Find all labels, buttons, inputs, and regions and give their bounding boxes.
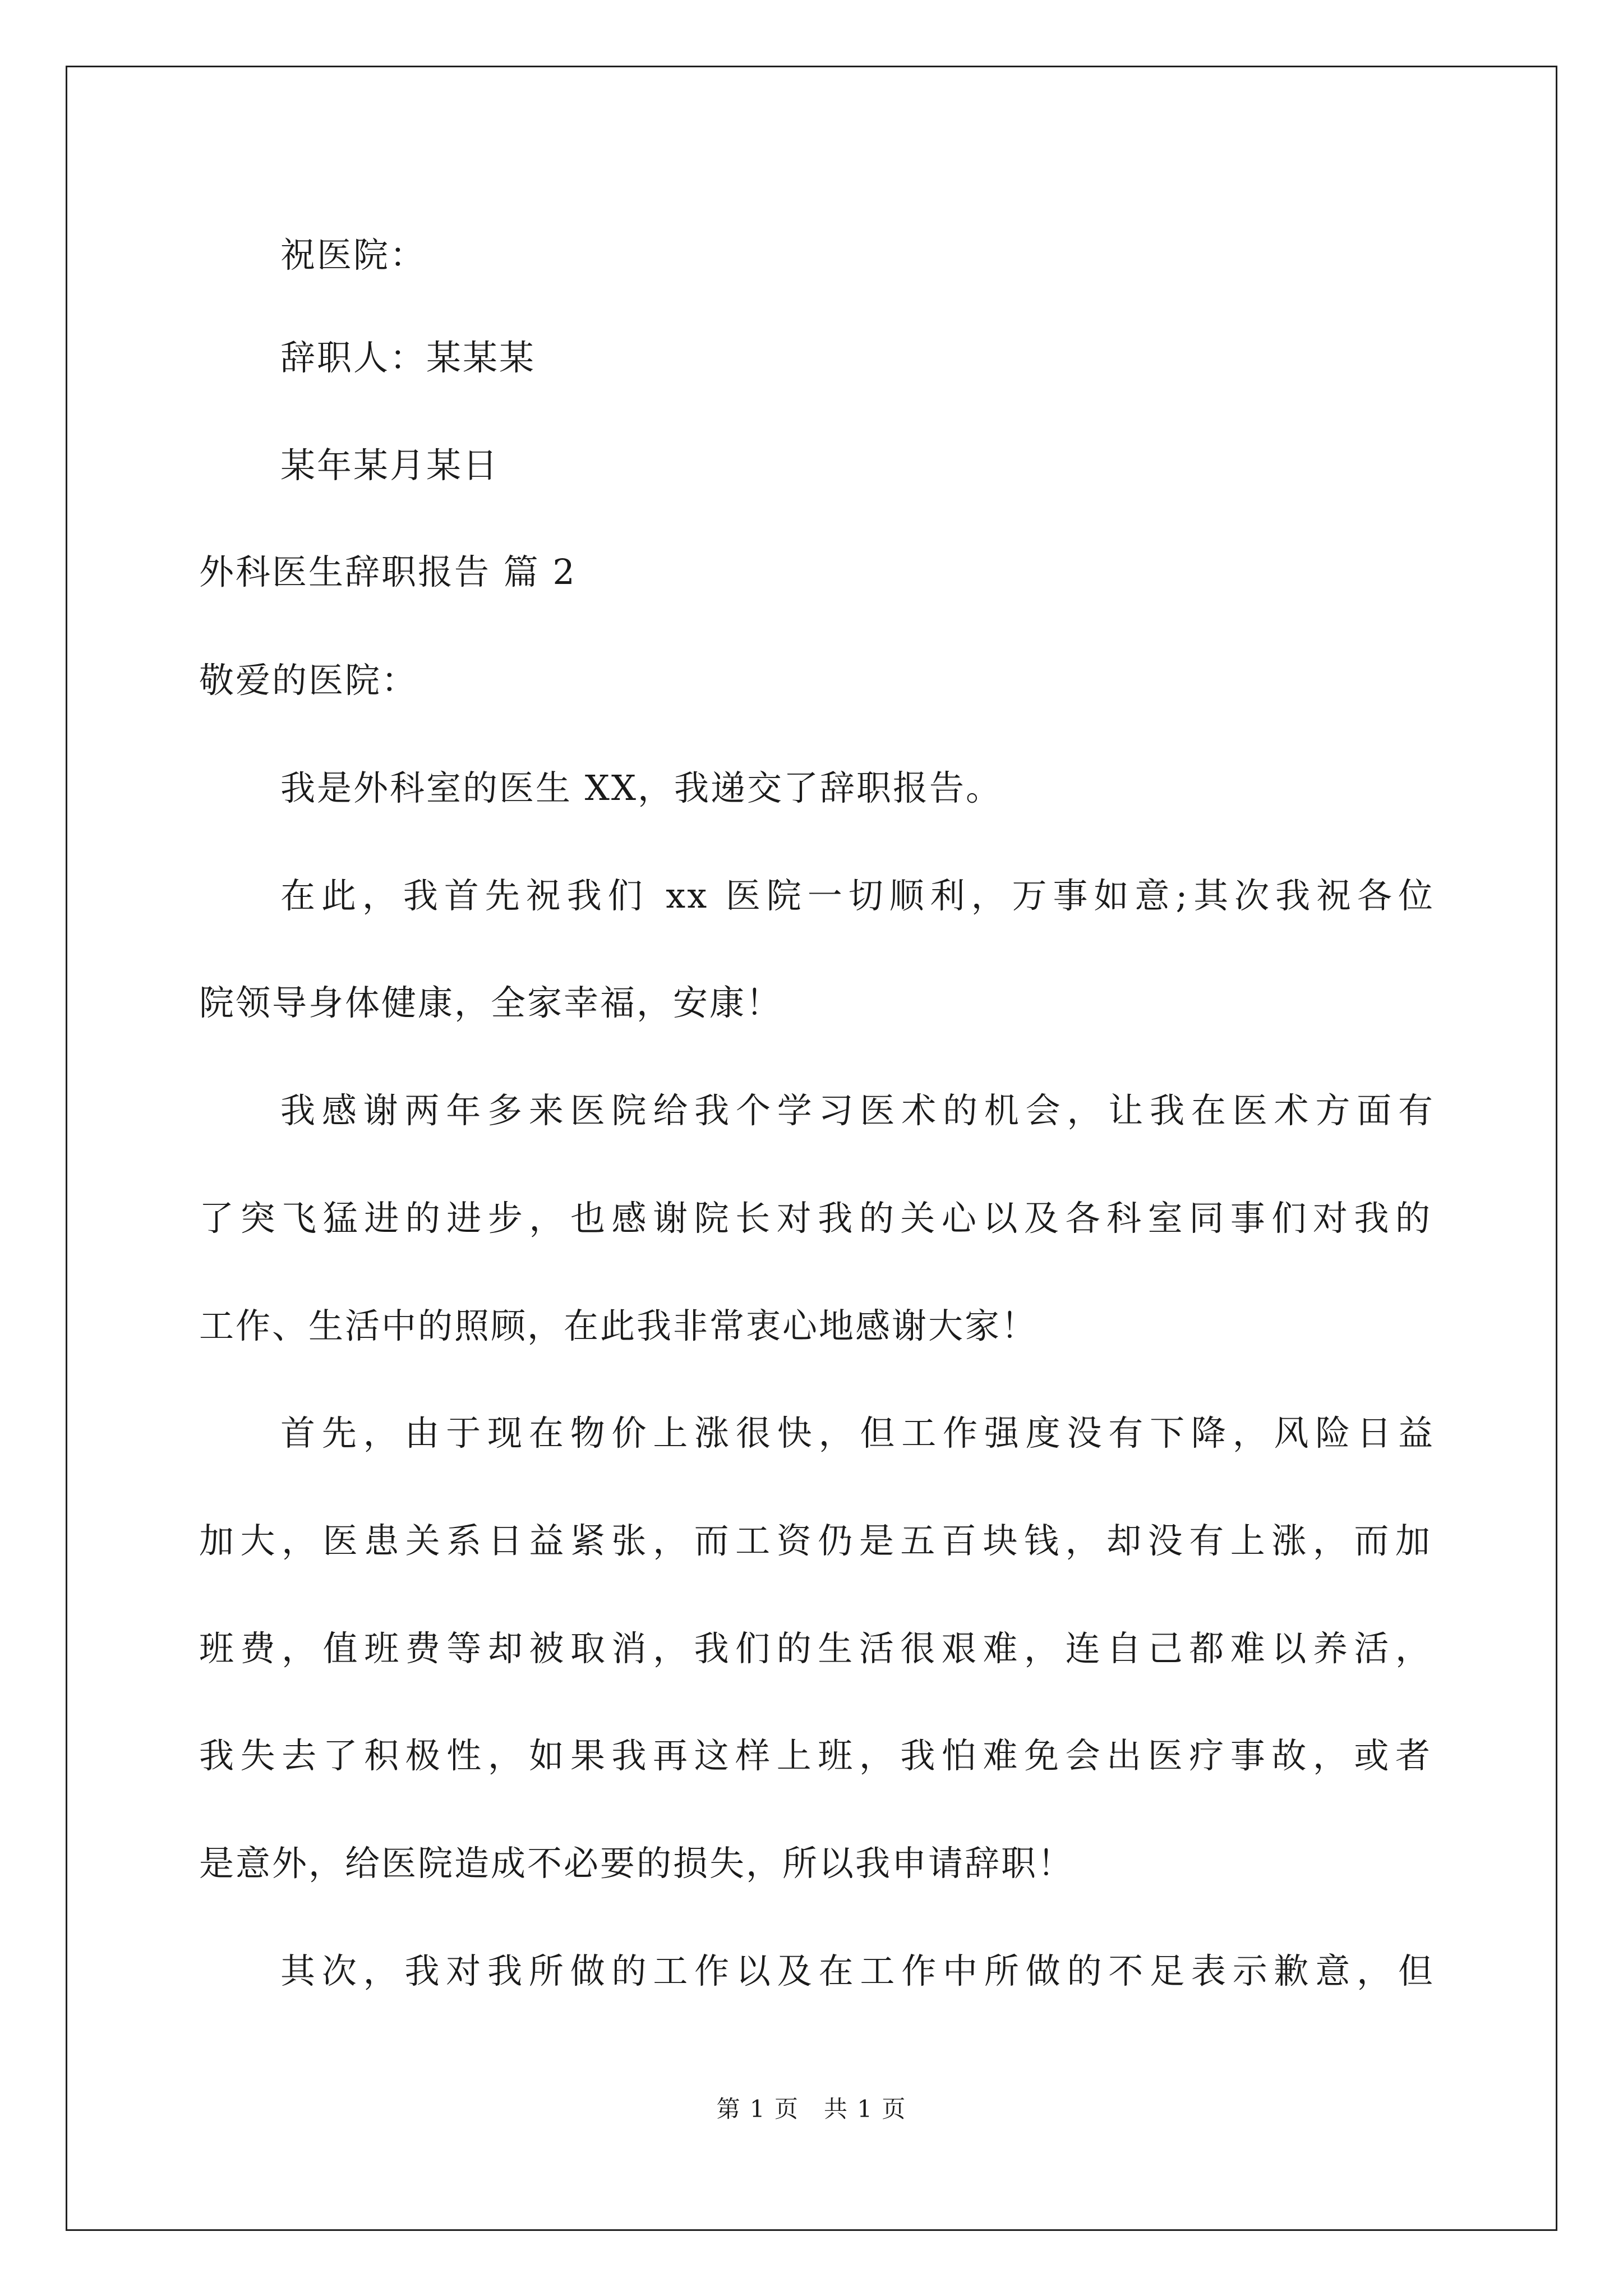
- paragraph-line: 班费，值班费等却被取消，我们的生活很艰难，连自己都难以养活，: [199, 1628, 1432, 1669]
- date-line: 某年某月某日: [280, 445, 500, 486]
- paragraph-line: 我是外科室的医生 XX，我递交了辞职报告。: [280, 767, 1002, 808]
- paragraph-line: 是意外，给医院造成不必要的损失，所以我申请辞职！: [199, 1843, 1075, 1884]
- page-border: [66, 66, 1557, 2231]
- paragraph-line: 院领导身体健康，全家幸福，安康！: [199, 982, 783, 1023]
- paragraph-line: 其次，我对我所做的工作以及在工作中所做的不足表示歉意，但: [280, 1950, 1435, 1991]
- paragraph-line: 工作、生活中的照顾，在此我非常衷心地感谢大家！: [199, 1305, 1038, 1346]
- paragraph-line: 加大，医患关系日益紧张，而工资仍是五百块钱，却没有上涨，而加: [199, 1520, 1432, 1561]
- paragraph-line: 我感谢两年多来医院给我个学习医术的机会，让我在医术方面有: [280, 1090, 1435, 1131]
- paragraph-line: 首先，由于现在物价上涨很快，但工作强度没有下降，风险日益: [280, 1412, 1435, 1453]
- salutation-line: 祝医院：: [280, 234, 427, 275]
- page-footer: 第 1 页 共 1 页: [716, 2095, 907, 2123]
- section-heading: 外科医生辞职报告 篇 2: [199, 551, 577, 592]
- paragraph-line: 了突飞猛进的进步，也感谢院长对我的关心以及各科室同事们对我的: [199, 1198, 1432, 1239]
- paragraph-line: 在此，我首先祝我们 xx 医院一切顺利，万事如意;其次我祝各位: [280, 875, 1435, 916]
- paragraph-line: 我失去了积极性，如果我再这样上班，我怕难免会出医疗事故，或者: [199, 1735, 1432, 1776]
- signature-line: 辞职人：某某某: [280, 337, 536, 378]
- greeting-line: 敬爱的医院：: [199, 660, 418, 701]
